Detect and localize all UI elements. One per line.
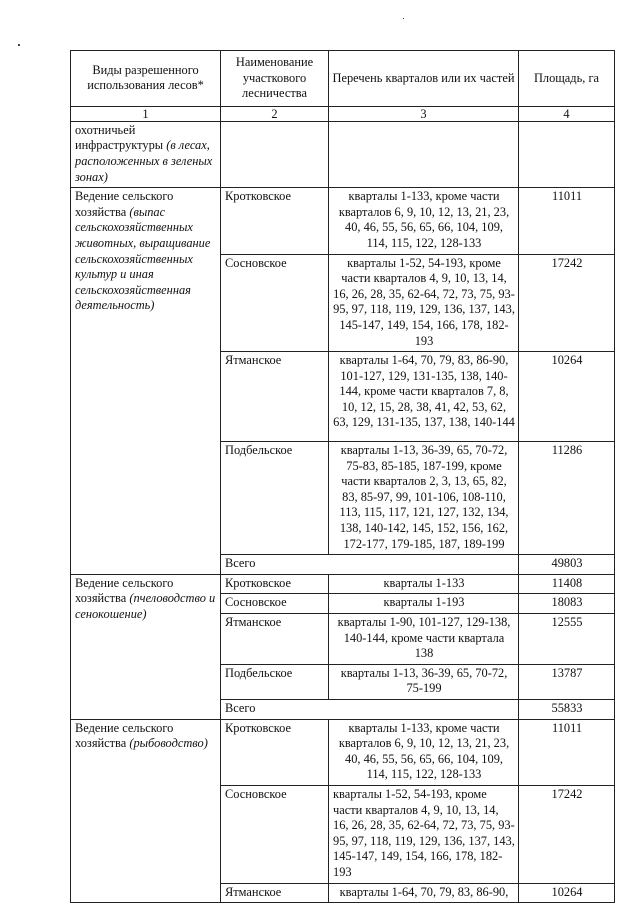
- quarters-cell: кварталы 1-52, 54-193, кроме части кварталов 4, 9, 10, 13, 14, 16, 26, 28, 35, 62-64, 72, 73, 75, 93-95, 97, 118, 119, 129, 136, 137, 143, 145-147, 149, 154, 166, 178, 182-193: [329, 254, 519, 352]
- area-cell: 18083: [519, 594, 615, 614]
- header-area: Площадь, га: [519, 51, 615, 107]
- quarters-cell: кварталы 1-193: [329, 594, 519, 614]
- area-cell: 12555: [519, 614, 615, 665]
- forest-use-type-cell: [71, 188, 221, 575]
- quarters-cell: кварталы 1-64, 70, 79, 83, 86-90, 101-127, 129, 131-135, 138, 140-144, кроме части кварталов 7, 8, 10, 12, 15, 28, 38, 41, 42, 53, 62, 63, 129, 131-135, 137, 138, 140-144: [329, 352, 519, 442]
- area-cell: 17242: [519, 785, 615, 883]
- forest-use-table: [70, 50, 615, 903]
- total-spacer: [329, 555, 519, 575]
- area-cell: 17242: [519, 254, 615, 352]
- total-spacer: [329, 700, 519, 720]
- quarters-cell: [329, 121, 519, 187]
- area-cell: 11011: [519, 719, 615, 785]
- forestry-name-cell: Сосновское: [221, 594, 329, 614]
- forest-use-type-cell: [71, 719, 221, 903]
- total-area: 55833: [519, 700, 615, 720]
- scan-speck: [18, 44, 20, 46]
- quarters-cell: кварталы 1-133, кроме части кварталов 6, 9, 10, 12, 13, 21, 23, 40, 46, 55, 56, 65, 66, 104, 109, 114, 115, 122, 128-133: [329, 188, 519, 254]
- forestry-name-cell: Подбельское: [221, 442, 329, 555]
- total-area: 49803: [519, 555, 615, 575]
- quarters-cell: кварталы 1-13, 36-39, 65, 70-72, 75-83, 85-185, 187-199, кроме части кварталов 2, 3, 13, 65, 82, 83, 85-97, 99, 101-106, 108-110, 113, 115, 117, 121, 127, 132, 134, 138, 140-142, 145, 152, 156, 162, 172-177, 179-185, 187, 189-199: [329, 442, 519, 555]
- table-row: [71, 719, 615, 785]
- forestry-name-cell: Ятманское: [221, 614, 329, 665]
- table-row: [71, 188, 615, 254]
- area-cell: 11408: [519, 574, 615, 594]
- use-type-text: охотничьей инфраструктуры: [75, 122, 167, 153]
- quarters-cell: кварталы 1-133: [329, 574, 519, 594]
- area-cell: 13787: [519, 664, 615, 699]
- total-label: Всего: [221, 700, 329, 720]
- column-index: 4: [519, 106, 615, 121]
- area-cell: 10264: [519, 352, 615, 442]
- forest-use-type-cell: [71, 121, 221, 187]
- header-forestry-name: Наименование участкового лесничества: [221, 51, 329, 107]
- quarters-cell: кварталы 1-13, 36-39, 65, 70-72, 75-199: [329, 664, 519, 699]
- use-type-note: (пчеловодство и сенокошение): [75, 591, 216, 622]
- forestry-name-cell: Кротковское: [221, 574, 329, 594]
- area-cell: 11011: [519, 188, 615, 254]
- column-index: 2: [221, 106, 329, 121]
- header-row: [71, 51, 615, 107]
- forestry-name-cell: [221, 121, 329, 187]
- total-label: Всего: [221, 555, 329, 575]
- forestry-name-cell: Ятманское: [221, 883, 329, 903]
- forestry-name-cell: Сосновское: [221, 254, 329, 352]
- quarters-cell: кварталы 1-133, кроме части кварталов 6, 9, 10, 12, 13, 21, 23, 40, 46, 55, 56, 65, 66, 104, 109, 114, 115, 122, 128-133: [329, 719, 519, 785]
- header-quarters-list: Перечень кварталов или их частей: [329, 51, 519, 107]
- scan-speck: [403, 18, 404, 19]
- forest-use-type-cell: [71, 574, 221, 719]
- forestry-name-cell: Подбельское: [221, 664, 329, 699]
- use-type-text: Ведение сельского хозяйства: [75, 575, 174, 606]
- area-cell: 10264: [519, 883, 615, 903]
- use-type-note: (выпас сельскохозяйственных животных, выращивание сельскохозяйственных культур и иная сельскохозяйственная деятельность): [75, 204, 211, 313]
- use-type-note: (в лесах, расположенных в зеленых зонах): [75, 138, 213, 184]
- column-index: 3: [329, 106, 519, 121]
- quarters-cell: кварталы 1-90, 101-127, 129-138, 140-144, кроме части квартала 138: [329, 614, 519, 665]
- forestry-name-cell: Кротковское: [221, 719, 329, 785]
- area-cell: 11286: [519, 442, 615, 555]
- forestry-name-cell: Ятманское: [221, 352, 329, 442]
- area-cell: [519, 121, 615, 187]
- header-forest-use-type: Виды разрешенного использования лесов*: [71, 51, 221, 107]
- forestry-name-cell: Сосновское: [221, 785, 329, 883]
- table-row: [71, 121, 615, 187]
- column-index-row: [71, 106, 615, 121]
- use-type-text: Ведение сельского хозяйства: [75, 189, 174, 219]
- column-index: 1: [71, 106, 221, 121]
- quarters-cell: кварталы 1-52, 54-193, кроме части кварталов 4, 9, 10, 13, 14, 16, 26, 28, 35, 62-64, 72, 73, 75, 93-95, 97, 118, 119, 129, 136, 137, 143, 145-147, 149, 154, 166, 178, 182-193: [329, 785, 519, 883]
- forestry-name-cell: Кротковское: [221, 188, 329, 254]
- use-type-note: (рыбоводство): [129, 736, 208, 751]
- quarters-cell: кварталы 1-64, 70, 79, 83, 86-90,: [329, 883, 519, 903]
- use-type-text: Ведение сельского хозяйства: [75, 720, 174, 751]
- table-row: [71, 574, 615, 594]
